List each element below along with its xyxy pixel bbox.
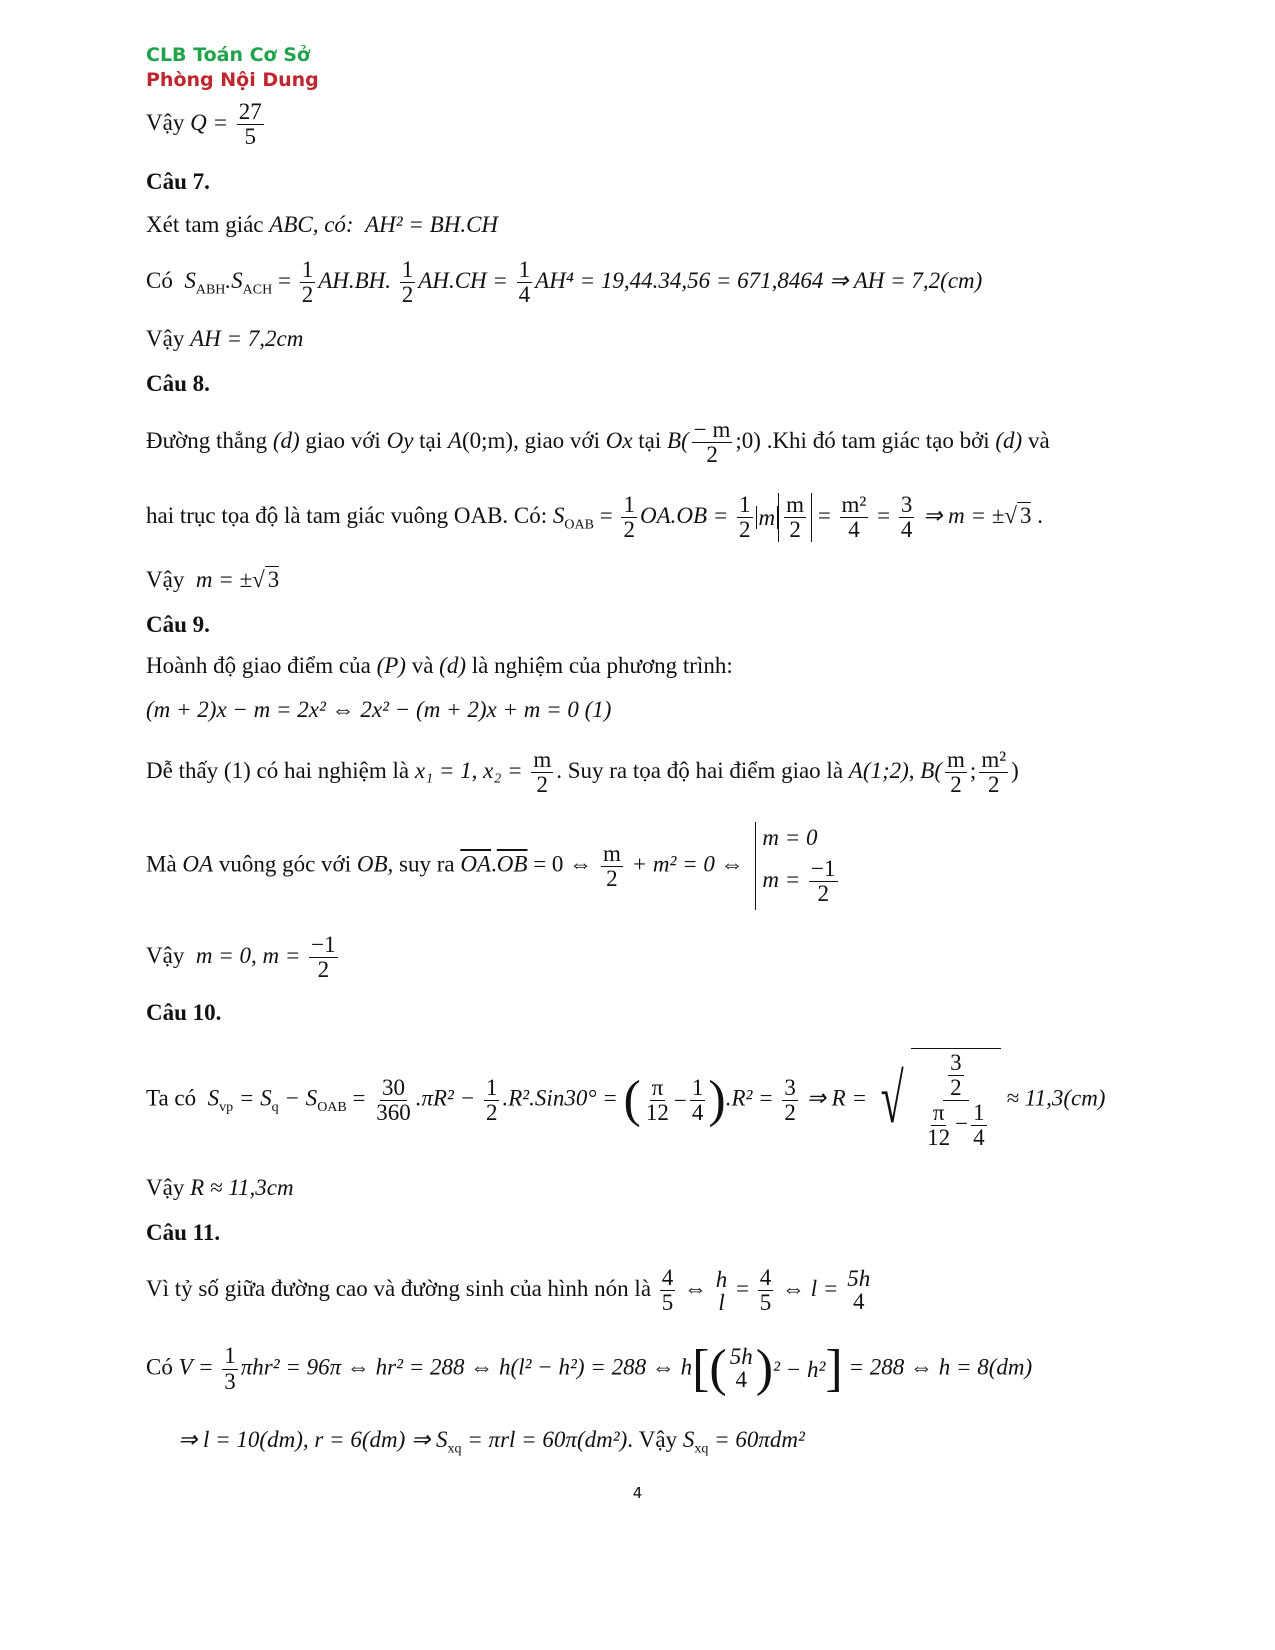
page-number: 4 xyxy=(632,1484,643,1502)
q11-line-3: ⇒ l = 10(dm), r = 6(dm) ⇒ $S_{xq} = \pi rl = 60\pi(dm^2)$. Vậy $S_{xq} = 60\pi dm^2$ xyxy=(178,1427,805,1457)
q9-line-3: Dễ thấy (1) có hai nghiệm là x₁ = 1, x₂ = $\frac{m}{2}$ . Suy ra tọa độ hai điểm giao là A(1;2), B( $\frac{m}{2}$ ; $\frac{\text{m²}}{2}$ ) xyxy=(146,747,1019,798)
answer-q: Vậy Q = $\frac{27}{5}$ xyxy=(146,99,262,150)
club-name: CLB Toán Cơ Sở xyxy=(146,44,310,66)
question-7-heading: Câu 7. xyxy=(146,169,210,194)
q9-answer: Vậy m = 0, m = $\frac{-1}{2}$ xyxy=(146,932,336,983)
q11-line-1: Vì tỷ số giữa đường cao và đường sinh của hình nón là $\frac{4}{5}$ ⇔ h l = $\frac{4}{5}$ ⇔ l = 5h 4 xyxy=(146,1265,871,1316)
q7-line-2: Có $S_{ABH}.S_{ACH}$ = $\frac{1}{2}$ AH.BH. $\frac{1}{2}$ AH.CH = $\frac{1}{4}$ AH⁴ = 19,44.34,56 = 671,8464 ⇒ AH = 7,2(cm) xyxy=(146,257,983,308)
q8-answer: Vậy m = ±√ 3 xyxy=(146,567,280,592)
question-11-heading: Câu 11. xyxy=(146,1220,221,1245)
q11-line-2: Có V = $\frac{1}{3}$ πhr² = 96π ⇔ hr² = 288 ⇔ h(l² − h²) = 288 ⇔ h [ ( 5h 4 ) ² − h² ] = 288 ⇔ h = 8(dm) xyxy=(146,1340,1033,1397)
q9-line-4: Mà OA vuông góc với OB, suy ra $\overline{OA}.\overline{OB} = 0$ ⇔ $\frac{m}{2}$ + m² = 0 ⇔ m = 0 m = $\frac{-1}{2}$ xyxy=(146,822,841,910)
q7-line-1: Xét tam giác ABC, có: AH² = BH.CH xyxy=(146,212,499,237)
q7-answer: Vậy AH = 7,2cm xyxy=(146,326,304,351)
question-9-heading: Câu 9. xyxy=(146,612,210,637)
q9-line-1: Hoành độ giao điểm của (P) và (d) là nghiệm của phương trình: xyxy=(146,653,733,678)
department-name: Phòng Nội Dung xyxy=(146,69,319,91)
question-8-heading: Câu 8. xyxy=(146,371,210,396)
question-10-heading: Câu 10. xyxy=(146,1000,222,1025)
q8-line-2: hai trục tọa độ là tam giác vuông OAB. Có: $S_{OAB}$ = $\frac{1}{2}$ OA.OB = $\frac{1}{2}$ m $\frac{m}{2}$ = $\frac{\text{m²}}{4}$ = $\frac{3}{4}$ ⇒ m = ±√ 3 . xyxy=(146,492,1043,543)
q8-line-1: Đường thẳng (d) giao với Oy tại A(0;m), giao với Ox tại B( $\frac{- m}{2}$ ;0) .Khi đó tam giác tạo bởi (d) và xyxy=(146,417,1050,468)
q10-line-1: Ta có $S_{vp} = S_q - S_{OAB}$ = $\frac{30}{360}$ .πR² − $\frac{1}{2}$ .R².Sin30° = ( π 12 − $\frac{1}{4}$ ) .R² = $\frac{3}{2}$ ⇒ R = √ $\frac{3}{2}$ $\frac{\pi}{12}$ − $\frac{1}{4}$ ≈ 11,3(cm) xyxy=(146,1048,1105,1153)
q10-answer: Vậy R ≈ 11,3cm xyxy=(146,1175,294,1200)
q9-line-2: (m + 2)x − m = 2x² ⇔ 2x² − (m + 2)x + m = 0 (1) xyxy=(146,697,612,722)
